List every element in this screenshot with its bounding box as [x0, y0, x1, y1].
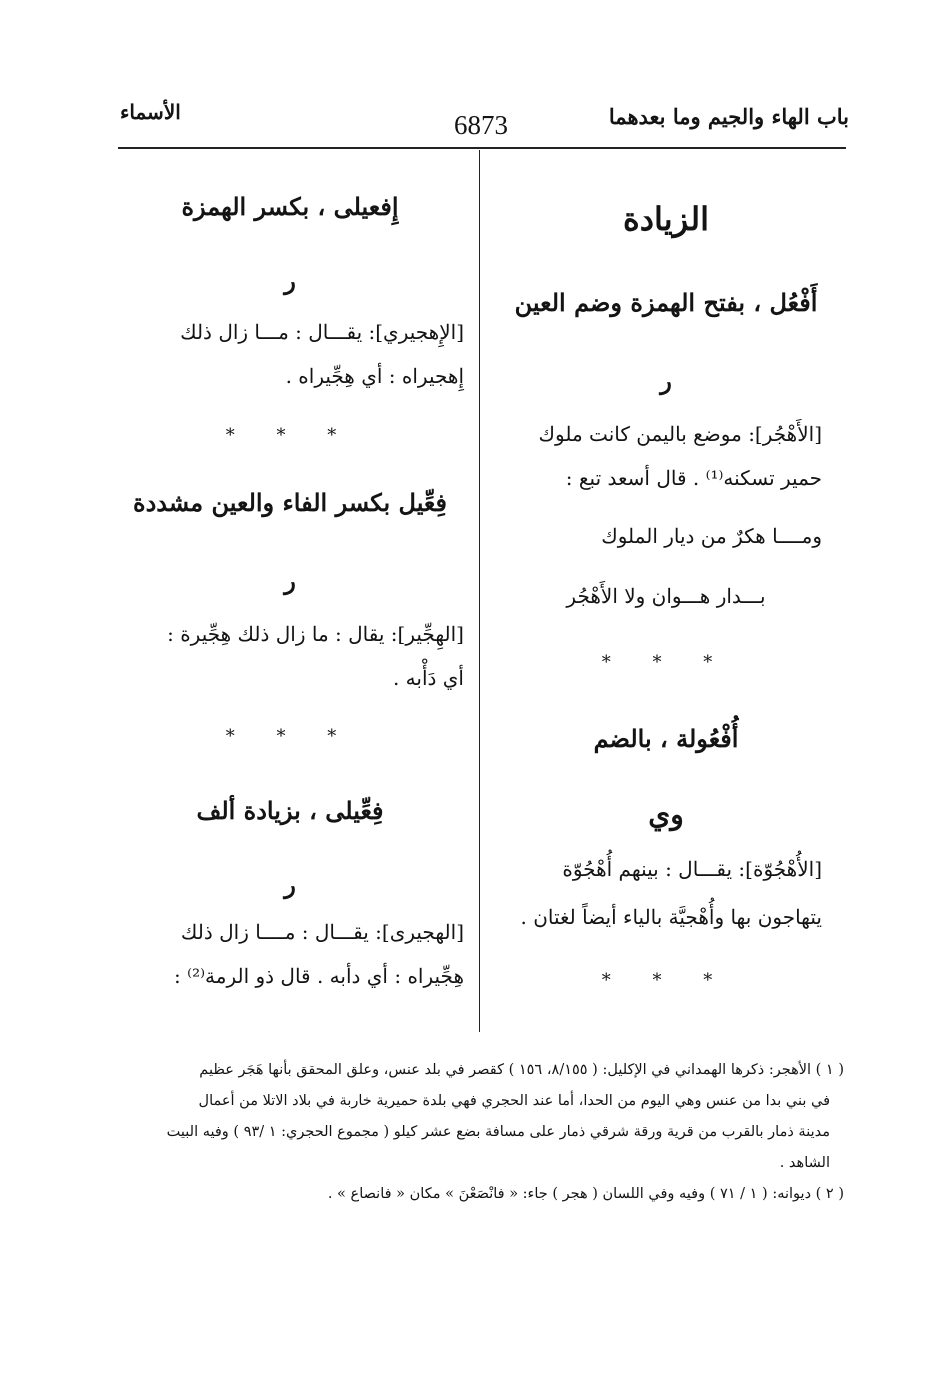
verse-hemistich-1: ومــــا هكرٌ من ديار الملوك [601, 524, 822, 548]
root-letters: وي [648, 798, 684, 831]
footnote-1-line: ( ١ ) الأهجر: ذكرها الهمداني في الإكليل: ( ٨/١٥٥، ١٥٦ ) كقصر في بلد عنس، وعلق المحقق بأنها هَجَر عظيم [199, 1062, 844, 1078]
entry-line: هِجِّيراه : أي دأبه . قال ذو الرمة⁽²⁾ : [174, 964, 464, 988]
header-section-label: الأسماء [120, 100, 181, 124]
entry-line: [الإِهجيري]: يقـــال : مـــا زال ذلك [180, 320, 464, 344]
section-separator: * * * [225, 425, 355, 446]
section-separator: * * * [601, 970, 731, 991]
entry-line: يتهاجون بها وأُهْجيَّة بالياء أيضاً لغتان . [520, 905, 822, 929]
footnote-1-line: الشاهد . [779, 1155, 830, 1171]
entry-line: [الأَهْجُر]: موضع باليمن كانت ملوك [538, 422, 822, 446]
root-letter: ر [284, 566, 296, 595]
section-separator: * * * [601, 652, 731, 673]
pattern-title-fiil: فِعِّيل بكسر الفاء والعين مشددة [133, 488, 447, 517]
entry-line: حمير تسكنه⁽¹⁾ . قال أسعد تبع : [565, 466, 822, 490]
root-letter: ر [284, 266, 296, 295]
footnotes [100, 1055, 844, 1210]
section-title: الزيادة [623, 200, 709, 238]
verse-hemistich-2: بـــدار هـــوان ولا الأَهْجُر [566, 584, 766, 608]
entry-al-hujayra [110, 918, 464, 990]
entry-line: أي دَأْبه . [392, 666, 464, 690]
entry-al-ahjur [488, 420, 822, 492]
entry-line: [الهِجِّير]: يقال : ما زال ذلك هِجِّيرة : [167, 622, 464, 646]
right-column [488, 170, 844, 1030]
entry-line: إِهجيراه : أي هِجِّيراه . [285, 364, 464, 388]
pattern-title-aful: أَفْعُل ، بفتح الهمزة وضم العين [514, 288, 818, 317]
pattern-title-ifila: إِفعيلى ، بكسر الهمزة [181, 192, 399, 221]
page-number: 6873 [454, 110, 508, 140]
footnote-1-line: مدينة ذمار بالقرب من قرية ورقة شرقي ذمار على مسافة بضع عشر كيلو ( مجموع الحجري: ١ /٩٣ ) وفيه البيت [166, 1124, 830, 1140]
root-letter: ر [660, 366, 672, 395]
left-column [110, 170, 470, 1030]
entry-line: [الهجيرى]: يقـــال : مــــا زال ذلك [180, 920, 464, 944]
header-rule [118, 147, 846, 149]
root-letter: ر [284, 870, 296, 899]
pattern-title-fiila: فِعِّيلى ، بزيادة ألف [196, 796, 384, 825]
footnote-1-line: في بني بدا من عنس وهي اليوم من الحدا، أما عند الحجري فهي بلدة حميرية خاربة في بلاد الاتلا من أعمال [198, 1093, 830, 1109]
header-chapter-title: باب الهاء والجيم وما بعدهما [608, 104, 849, 129]
entry-line: [الأُهْجُوّة]: يقـــال : بينهم أُهْجُوّة [562, 857, 822, 881]
column-divider [479, 150, 480, 1032]
footnote-2: ( ٢ ) ديوانه: ( ١ / ٧١ ) وفيه وفي اللسان ( هجر ) جاء: « فانْصَعْنَ » مكان « فانصاع » . [327, 1186, 844, 1202]
entry-al-uhjuwwa [488, 855, 822, 931]
entry-al-ihjiri [110, 318, 464, 390]
pattern-title-ufula: أُفْعُولة ، بالضم [593, 724, 739, 753]
entry-al-hijjir [110, 620, 464, 692]
section-separator: * * * [225, 726, 355, 747]
